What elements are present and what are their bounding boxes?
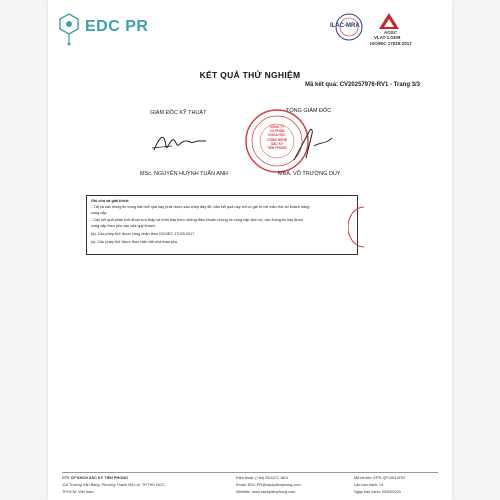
notes-line: cung cấp theo yêu cầu của quý khách. <box>91 224 156 228</box>
edc-logo-icon <box>58 12 80 46</box>
document-title: KẾT QUẢ THỬ NGHIỆM <box>199 70 301 80</box>
footer-form-code: Mã tài liệu: EPR-QP-08/14F02 <box>354 476 406 480</box>
general-director-title: TỔNG GIÁM ĐỐC <box>286 108 332 114</box>
notes-heading: Ghi chú và giải thích: <box>91 199 130 203</box>
general-director-name: MBA. VÕ TRƯỜNG DUY <box>278 171 341 177</box>
footer-address: 114 Trương Văn Bang, Phường Thạnh Mỹ Lợi, TP.THỦ ĐỨC, <box>62 483 166 487</box>
footer-website: Website: www.sackytienphong.com <box>236 490 296 494</box>
vilat-code: VLAT-1.0309 <box>374 35 401 40</box>
stamp-line: CÔNG TY <box>269 125 285 129</box>
technical-director-signature <box>150 128 210 158</box>
ilac-mra-label: ILAC-MRA <box>330 23 360 29</box>
aosc-logo-icon <box>378 12 400 30</box>
company-logo-text: EDC PR <box>85 18 149 35</box>
footer-email: Email: EDC-PR@sackytienphong.com <box>236 483 301 487</box>
notes-line: - Tất cả các thông tin trong bản kết quả này phải được sao chép đầy đủ; bản kết quả này chỉ có giá trị với mẫu thử do khách hàng <box>91 205 310 209</box>
technical-director-name: MSc. NGUYỄN HUỲNH TUẤN ANH <box>140 171 228 177</box>
document-page <box>48 0 452 500</box>
footer-issue: Lần ban hành: 01 <box>354 483 384 487</box>
general-director-signature <box>288 124 338 164</box>
footer-company-name: CTY CP KHCN SẮC KÝ TIỀN PHONG <box>62 476 128 480</box>
iso-standard-label: ISO/IEC 17025:2017 <box>370 41 412 46</box>
notes-line: - Các kết quả phân tích được lưu thập và trình bày theo những điều khoản chung về cung cấp dịch vụ; các thông tin này được <box>91 218 304 222</box>
footer-phone: Điện thoại: (+84) 28.6271 1801 <box>236 476 289 480</box>
notes-line: (a): Các phép thử được công nhận theo ISO/IEC 17025:2017 <box>91 232 195 236</box>
stamp-line: CÔNG NGHỆ <box>267 137 287 142</box>
stamp-line: CỔ PHẦN <box>269 129 285 134</box>
stamp-line: TIỀN PHONG <box>267 146 287 151</box>
footer-divider <box>62 472 438 473</box>
footer-effective-date: Ngày ban hành: 03/09/2020 <box>354 490 401 494</box>
notes-line: cung cấp. <box>91 211 108 215</box>
technical-director-title: GIÁM ĐỐC KỸ THUẬT <box>150 110 207 116</box>
result-code: Mã kết quả: CV20257976-RV1 - Trang 3/3 <box>305 82 420 88</box>
stamp-line: KHOA HỌC <box>268 133 286 138</box>
stamp-line: SẮC KÝ <box>270 141 284 146</box>
page-seal-icon <box>348 205 364 249</box>
notes-box <box>86 195 358 255</box>
aosc-label: AOSC <box>384 30 398 35</box>
footer-address: TP.HCM, Việt Nam <box>62 490 94 494</box>
notes-line: (s): Các phép thử được thực hiện bởi nhà thầu phụ <box>91 240 178 244</box>
